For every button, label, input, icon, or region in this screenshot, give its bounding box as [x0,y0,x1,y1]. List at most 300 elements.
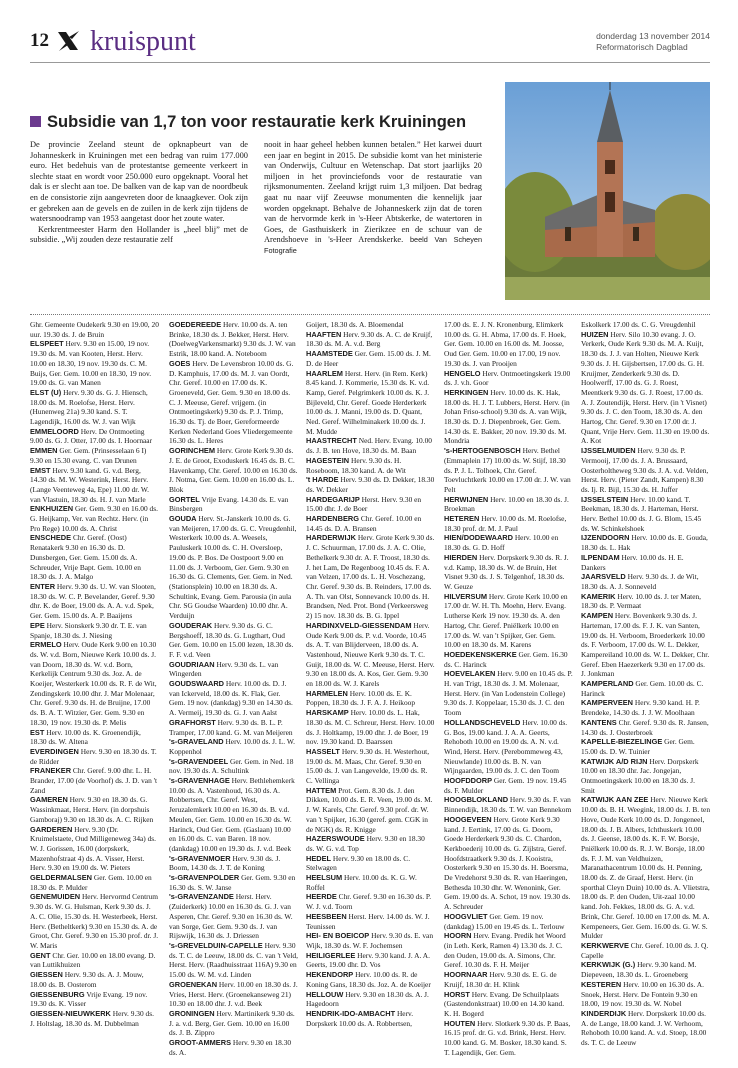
listing-entry [169,776,298,854]
place-name: KERKWERVE [581,941,629,950]
listing-entry [306,892,435,911]
listing-column [444,320,573,1056]
listing-entry [581,572,710,591]
listing-entry [30,582,159,621]
listing-entry [444,912,573,931]
listing-entry [581,795,710,941]
listing-entry [444,776,573,795]
listing-entry [306,621,435,689]
listing-entry [581,718,710,737]
listing-entry [581,446,710,495]
service-details: Herv. Bethel (Emmaplein 17) 10.00 ds. W. Stijf, 18.30 ds. P. J. L. Tolhoek, Chr. Geref. Toevluchtkerk 10.00 en 17.00 dr. J. W. van Pelt [444,446,571,494]
listing-entry [30,990,159,1009]
place-name: EVERDINGEN [30,746,79,756]
listing-entry [444,650,573,669]
place-name: GENEMUIDEN [30,892,81,902]
place-name: HORST [444,989,470,999]
service-details: Herv. Bovenkerk 9.30 ds. J. Harteman, 17.00 ds. F. J. K. van Santen, 19.00 ds. H. Verboom, Broederkerk 10.00 ds. F. Verboom, 17.00 ds. W. L. Dekker, Kampereiland 10.00 ds. W. L. Dekker, Chr. Geref. Eben Haezerkerk 9.30 en 17.00 ds. J. Jonkman [581,611,710,679]
listing-entry [30,728,159,747]
place-name: HAARLEM [306,368,343,378]
service-details: Herv. 9.30 ds. E. G. de Kruijf, 18.30 dr. H. Klink [444,970,557,989]
place-name: GIESSENBURG [30,989,85,999]
listing-entry [444,553,573,592]
service-details: Herv. 10.00 ds. L. Hak, 18.30 ds. M. C. Schreur, Herst. Herv. 10.00 ds. J. Holtkamp, 19.00 dhr. J. de Boer, 19 nov. 19.30 kand. D. Baarssen [306,708,435,747]
service-details: Ger. Gem. 15.00 ds. J. M. D. de Heer [306,349,431,368]
service-details: Herv. Grote Kerk 9.30 ds. J. C. Schuurman, 17.00 ds. J. A. C. Olie, Bethelkerk 9.30 dr. A. F. Troost, 18.30 ds. J. het Lam, De Regenboog 10.45 ds. F. A. van Velzen, 17.00 ds. L. H. Voschezang, Chr. Geref. 9.30 ds. B. Reinders, 17.00 ds. A. Th. van Olst, Sonnevanck 10.00 ds. H. Brandsen, Ned. Prot. Bond (Verkeersweg 2) 15 nov. 18.30 ds. B. G. Ippel [306,533,435,621]
listing-entry [30,427,159,446]
place-name: HOOFDDORP [444,776,493,786]
place-name: HUIZEN [581,329,609,339]
service-details: Herv. 9.30 en 15.00, 19 nov. 19.30 ds. M. van Kooten, Herst. Herv. 10.00 en 18.30, 19 nov. 19.30 ds. C. M. Buijs, Ger. Gem. 10.00 en 18.30, 19 nov. 19.00 ds. G. van Manen [30,339,152,388]
place-name: GROENEKAN [169,979,218,989]
listing-entry [581,611,710,679]
service-details: Herv. 9.00 en 10.45 ds. P. H. van Trigt, 18.30 ds. J. M. Molenaar, Herst. Herv. (in Van Lodenstein College) 9.30 ds. J. Koppelaar, 15.30 ds. J. C. den Toom [444,669,573,718]
place-name: HETEREN [444,514,480,524]
listing-entry [444,446,573,495]
place-name: GRONINGEN [169,1008,215,1018]
listing-entry [30,621,159,640]
listing-entry [169,718,298,737]
listing-entry [444,815,573,912]
place-name: GAMEREN [30,795,68,805]
listing-entry [306,854,435,873]
service-details: Herv. Slotkerk 9.30 ds. P. Baas, 16.15 prof. dr. G. v.d. Brink, Herst. Herv. 10.00 kand. G. M. Bosker, 18.30 kand. S. T. Lagendijk, Ger. Gem. [444,1018,571,1056]
service-details: Ger. Gem. 10.00 en 18.30 ds. P. Mulder [30,873,152,892]
place-name: HAGESTEIN [306,455,350,465]
listing-entry [169,446,298,495]
service-details: Chr. Geref. 10.00 ds. J. Q. Capelle [581,941,709,960]
service-details: Herv. 10.00 en 18.30 ds. J. Vries, Herst. Herv. (Groenekanseweg 21) 10.30 en 18.00 dhr. J. v.d. Beek [169,979,298,1009]
service-details: Herv. Ontmoetingskerk 19.00 ds. J. v.h. Goor [444,368,571,388]
place-name: GOUDSWAARD [169,679,225,689]
service-details: Herv. De Ontmoeting 9.00 ds. G. J. Otter, 17.00 ds. I. Hoornaar [30,426,153,446]
listing-entry [306,747,435,786]
listing-entry [306,369,435,437]
service-details: Herv. 9.30 ds. J. de Wit, 18.30 ds. A. J. Sonneveld [581,572,699,591]
listing-entry [581,960,710,979]
listing-entry [169,1009,298,1038]
service-details: Herv. Martinikerk 9.30 ds. J. a. v.d. Berg, Ger. Gem. 10.00 en 16.00 ds. J. B. Zippro [169,1008,295,1038]
service-details: Herv. 9.30 ds. J. Boom, 14.30 ds. J. T. de Koning [169,853,281,873]
paper-name: Reformatorisch Dagblad [596,42,688,52]
place-name: HOOGBLOKLAND [444,795,509,805]
place-name: HOORN [444,931,472,941]
service-details: Herv. St.-Janskerk 10.00 ds. G. van Meijeren, 17.00 ds. G. C. Vreugdenhil, Westerkerk 10.00 ds. A. Weesels, Pauluskerk 10.00 ds. C. H. Oversloep, 19.00 ds. P. Bos. De Oostpoort 9.00 en 11.00 ds. J. Verboom, Ger. Gem. 9.30 en 16.30 ds. G. Clements, Ger. Gem. in Ned. (Stationsplein) 10.00 en 18.30 ds. A. Schultink, Evang. Gem. Parousia (in aula Chr. SG Goudse Waarden) 10.00 dhr. A. Verduijn [169,514,297,621]
place-name: HAASTRECHT [306,436,357,446]
page-header [30,28,710,60]
headline-text: Subsidie van 1,7 ton voor restauratie kerk Kruiningen [47,113,467,131]
listing-entry [444,795,573,814]
service-details: Herv. 10.00 en 18.30 ds. J. Broekman [444,494,569,514]
service-details: Herv. 10.00 en 16.30 ds. A. Snoek, Herst. Herv. De Fontein 9.30 en 18.00, 19 nov. 19.30 ds. W. Nobel [581,979,704,1009]
listing-entry [581,941,710,960]
place-name: KAMPERLAND [581,679,634,689]
listing-entry [581,553,710,572]
service-details: Herv. 9.30 kand. J. A. A. Geerts, 19.00 dhr. D. Vos [306,950,430,970]
listing-entry [581,698,710,717]
service-details: Herv. Bethlehemkerk 10.00 ds. A. Vastenhoud, 16.30 ds. A. Robbertsen, Chr. Geref. West, Jeruzalemkerk 10.00 en 16.30 ds. B. v.d. Meulen, Ger. Gem. 10.00 en 16.30 ds. W. Harinck, Oud Ger. Gem. (Gaslaan) 10.00 en 16.00 ds. C. van Baren. 18 nov. (dankdag) 10.00 en 19.30 ds. J. v.d. Beek [169,776,295,853]
place-name: GOES [169,358,191,368]
service-details: Herv. Oude Kerk 9.00 en 10.30 ds. W. v.d. Born, Nieuwe Kerk 10.00 ds. J. van Doorn, 18.30 ds. W. v.d. Born, Kerkelijk Centrum 9.30 ds. Joz. A. de Koeijer, Westerkerk 10.00 ds. R. F. de Wit, Zendingskerk 10.00 dhr. J. Mar Molenaar, Chr. Geref. 9.30 ds. H. de Bruijne, 17.00 ds. B. A. T. Witzier, Ger. Gem. 9.30 en 18.30, 19 nov. 19.30 ds. P. Melis [30,640,157,727]
listing-entry [169,737,298,756]
service-details: Herv. 9.30 ds. E. van Wijk, 18.30 ds. W. F. Jochemsen [306,931,434,950]
place-name: ENTER [30,581,56,591]
service-details: Herv. 9.30 ds. H. Westerhout, 19.00 ds. M. Maas, Chr. Geref. 9.30 en 15.00 ds. J. van Langevelde, 19.00 ds. R. C. Vellinga [306,746,430,786]
listing-column [581,320,710,1056]
listing-entry [306,786,435,835]
service-details: Herv. 9.30 kand. M. Diepeveen, 18.30 ds. L. Groeneberg [581,960,697,980]
listing-entry [581,330,710,446]
listing-entry [30,339,159,388]
service-details: Herv. 10.00 ds. K. Hak, 18.00 ds. H. J. T. Lubbers, Herst. Herv. (in Johan Friso-school) 9.30 ds. A. van Wijk, 18.30 ds. D. J. Diepenbroek, Ger. Gem. 14.30 ds. E. Bakker, 20 nov. 19.30 ds. M. Mondria [444,387,570,446]
place-name: HIERDEN [444,552,478,562]
listing-entry [306,931,435,950]
listing-entry [444,669,573,718]
place-name: KATWIJK AAN ZEE [581,795,649,805]
place-name: KINDERDIJK [581,1008,627,1018]
listing-entry [169,873,298,892]
listing-entry [306,951,435,970]
listing-entry [306,1009,435,1028]
listing-entry [169,854,298,873]
service-details: Herv. Evang. Predik het Woord (in Leth. Kerk, Ramen 4) 13.30 ds. J. C. den Ouden, 19.00 ds. A. Simons, Chr. Geref. 10.30 ds. F. H. Meijer [444,931,566,970]
listing-entry [169,941,298,980]
kruispunt-logo-icon [56,29,82,53]
service-details: Herv. 10.00 ds. K. G. W. Roffel [306,873,417,892]
listing-entry [444,970,573,989]
listing-entry [444,514,573,533]
listing-entry [169,679,298,718]
service-details: Ger. Gem. 19 nov. 19.45 ds. F. Mulder [444,776,567,795]
service-details: Ger. Gem. 9.30 en 16.00 ds. G. Heijkamp, Ver. van Rechtz. Herv. (in Pro Rege) 10.00 ds. A. Christ [30,504,158,533]
place-name: ILPENDAM [581,552,620,562]
article-column-2 [264,140,482,257]
service-details: Ger. Gem. 9.30 en 16.30 ds. S. W. Janse [169,873,296,892]
service-details: Herv. 9.30 ds. P. Vermooij, 17.00 ds. J. A. Brussaard, Oosterholtheweg 9.30 ds. J. A. v.d. Velden, Herst. Herv. (Pieter Zandt, Kampen) 8.30 ds. Ij. R. Bijl, 15.30 ds. H. Juffer [581,446,709,494]
place-name: FRANEKER [30,766,72,776]
listing-entry [30,320,159,339]
place-name: HAAFTEN [306,329,342,339]
listing-entry [444,718,573,776]
listing-entry [444,990,573,1019]
place-name: GIESSEN [30,970,63,980]
place-name: GOUDRIAAN [169,659,215,669]
service-details: Herv. 9.30 ds. T. C. de Leeuw, 18.00 ds. C. van 't Veld, Herst. Herv. (Raadhuisstraat 116A) 9.30 en 15.00 ds. W. M. v.d. Linden [169,941,298,980]
listing-entry [30,970,159,989]
listing-entry [169,359,298,446]
place-name: ENKHUIZEN [30,504,74,514]
place-name: GARDEREN [30,824,73,834]
listing-entry [306,475,435,494]
listing-entry [581,533,710,552]
service-details: Herv. 9.30 ds. L. van Wingerden [169,659,279,679]
service-details: Ghr. Gemeente Oudekerk 9.30 en 19.00, 20 uur. 19.30 ds. J. de Bruin [30,320,159,339]
headline-marker-icon [30,116,41,127]
place-name: IJZENDOORN [581,533,630,543]
place-name: HOUTEN [444,1018,476,1028]
service-details: Ger. Gem. 10.00 ds. C. Harinck [581,679,704,698]
place-name: HEILIGERLEE [306,950,356,960]
service-details: Herv. 10.00 kand. T. Beekman, 18.30 ds. J. Harteman, Herst. Herv. Bethel 10.00 ds. J. G. Blom, 15.45 ds. W. Schinkelshoek [581,494,702,533]
service-details: Herv. 9.30 ds. A. J. Mouw, 18.00 ds. B. Oosterom [30,970,144,989]
service-details: Herv. Sionskerk 9.30 dr. T. E. van Spanje, 18.30 ds. J. Niesing [30,620,147,640]
listing-entry [306,330,435,349]
listing-entry [444,533,573,552]
place-name: GORTEL [169,494,200,504]
place-name: HARDINXVELD-GIESSENDAM [306,620,412,630]
service-details: Herv. 9.30 ds. G. C. Bergshoeff, 18.30 ds. G. Lugthart, Oud Ger. Gem. 10.00 en 15.00 lezen, 18.30 ds. F. F. v.d. Veen [169,620,294,659]
church-photo [505,82,710,300]
article-paragraph: Kerkrentmeester Harm den Hollander is „heel blij” met de subsidie. „Wij zouden deze restauratie zelf [30,224,248,245]
listing-entry [169,320,298,359]
place-name: HIEN/DODEWAARD [444,533,513,543]
service-details: Herv. Hervormd Centrum 9.30 ds. W. G. Hulsman, Kerk 9.30 ds. J. A. C. Olie, 15.30 ds. H. Westerbeek, Herst. Herv. (Betheltkerk) 9.30 en 15.30 ds. A. de Groot, Chr. Geref. 9.30 en 15.30 prof. dr. J. W. Maris [30,892,159,950]
service-details: Herv. Dorpskerk 10.00 en 18.30 dhr. Jac. Jongejan, Ontmoetingskerk 10.00 en 18.30 ds. J. Smit [581,756,699,795]
place-name: ERMELO [30,640,62,650]
place-name: HAZERSWOUDE [306,834,365,844]
service-details: Herv. 9.30 ds. H. Roseboom, 18.30 kand. A. de Wit [306,455,406,475]
place-name: HERWIJNEN [444,494,489,504]
listing-entry [30,747,159,766]
place-name: EMST [30,465,51,475]
service-details: Herv. 9.30 en 18.00 ds. C. Stelwagen [306,853,411,873]
place-name: GOUDERAK [169,620,213,630]
service-details: Herv. Grote Kerk 10.00 en 17.00 dr. W. H. Th. Moehn, Herv. Evang. Lutherse Kerk 19 nov. 19.30 ds. A. den Hartog, Chr. Geref. Pniëlkerk 10.00 en 17.00 ds. W. van 't Spijker, Ger. Gem. 10.00 en 18.30 ds. M. Karens [444,591,568,650]
place-name: KATWIJK A/D RIJN [581,756,648,766]
place-name: HARDERWIJK [306,533,356,543]
place-name: HENGELO [444,368,481,378]
service-details: Chr. Geref. (Oost) Renatakerk 9.30 en 16.30 ds. D. Dunsbergen, Ger. Gem. 15.00 ds. A. Schreuder, Vrije Bapt. Gem. 10.00 en 18.30 ds. J. A. Malgo [30,533,141,582]
place-name: KERKWIJK (G.) [581,960,636,970]
service-details: Herv. 9.30 kand. G. v.d. Berg, 14.30 ds. M. W. Westerink, Herst. Herv. (Lange Veenteweg 4a, Epe) 11.00 dr. W. van Vlastuin, 18.30 ds. H. J. van Marle [30,465,150,504]
place-name: ELSPEET [30,339,64,349]
service-details: Herv. 9.30 en 18.30 ds. T. de Ridder [30,746,157,766]
place-name: HAAMSTEDE [306,349,353,359]
service-details: Herv. Grote Kerk 9.30 kand. J. Eertink, 17.00 ds. G. Doorn, Goede Herderkerk 9.30 ds. C. Chardon, Kerkboederij 10.00 ds. G. Zijlstra, Geref. Hoofdstraatkerk 9.30 ds. J. Kooistra, Oosterkerk 9.30 en 15.30 ds. H. Boersma, De Vredehorst 9.30 ds. R. van Haeringen, Bethesda 10.30 dhr. W. Wenonink, Ger. Gem. 19.00 ds. A. Schot, 19 nov. 19.30 ds. A. Schreuder [444,814,571,912]
service-details: Herv. 10.00 ds. H. E. Dankers [581,552,684,572]
place-name: 's-GRAVENHAGE [169,776,230,786]
listing-entry [444,495,573,514]
listing-entry [169,892,298,941]
section-title: kruispunt [90,26,196,57]
place-name: HOOGEVEEN [444,814,492,824]
service-details: Ger. Gem. 19 nov. (dankdag) 15.00 en 19.45 ds. L. Terlouw [444,911,565,931]
place-name: HENDRIK-IDO-AMBACHT [306,1008,396,1018]
service-details: Chr. Geref. 9.00 dhr. L. H. Brander, 17.00 (de Voorhof) ds. J. D. van 't Zand [30,766,157,795]
listing-entry [306,514,435,533]
service-details: Herv. 10.00 ds. G. Bos, 19.00 kand. J. A. A. Geerts, Rehoboth 10.00 en 19.00 ds. A. N. v.d. Wind, Herst. Herv. (Perebommeweg 43, Nieuwlande) 10.00 ds. B. N. van Wijngaarden, 19.00 ds. J. C. den Toom [444,717,568,776]
place-name: KAPELLE-BIEZELINGE [581,737,663,747]
service-details: Herv. 9.30 ds. G. J. Hiensch, 18.00 ds. M. Roelofse, Herst. Herv. (Hunenweg 21a) 9.30 kand. S. T. Lagendijk, 16.00 ds. W. J. van Wijk [30,387,148,427]
service-details: Herst. Herv. (Zuiderkerk) 10.00 en 16.30 ds. G. J. van Asperen, Chr. Geref. 9.30 en 16.30 ds. W. van Sorge, Ger. Gem. 9.30 ds. J. van Rijswijk, 16.30 ds. J. Driessen [169,892,293,941]
listing-entry [444,931,573,970]
service-details: Herv. Dorpskerk 10.00 ds. A. Robbertsen, [306,1008,414,1028]
header-meta [596,31,710,53]
service-details: Herv. 9.30 en 18.30 ds. A. [169,1038,292,1056]
service-details: Herv. 9.30 kand. H. P. Brendeke, 14.30 ds. J. J. W. Moolhaan [581,698,700,718]
place-name: HARDENBERG [306,514,359,524]
listing-entry [306,990,435,1009]
place-name: HEERDE [306,892,337,902]
service-details: Prot. Gem. 8.30 ds. J. den Dikken, 10.00 ds. E. R. Veen, 19.00 ds. M. J. W. Karels, Chr. Geref. 9.30 prof. dr. W. van 't Spijker, 16.30 (geref. gem. CGK in de NGK) ds. R. Knigge [306,785,433,834]
place-name: KANTENS [581,717,617,727]
service-details: Chr. Ger. 10.00 en 18.00 evang. D. van Luttikhuizen [30,950,156,970]
listing-entry [306,349,435,368]
service-details: Herv. 9.30 en 18.30 ds. W. G. v.d. Top [306,834,425,853]
place-name: JAARSVELD [581,572,626,582]
listing-entry [444,1019,573,1056]
place-name: GOUDA [169,514,197,524]
place-name: EMMELOORD [30,426,79,436]
listing-entry [581,320,710,330]
service-details: Goijert, 18.30 ds. A. Bloemendal [306,320,404,329]
service-details: Herv. 9.30 ds. B. L. P. Tramper, 17.00 kand. G. M. van Meijeren [169,717,293,737]
place-name: 's-HERTOGENBOSCH [444,446,521,456]
place-name: 's-GRAVENDEEL [169,756,229,766]
place-name: GIESSEN-NIEUWKERK [30,1008,111,1018]
listing-entry [30,766,159,795]
listing-entry [169,1038,298,1056]
place-name: 's-GRAVENZANDE [169,892,234,902]
place-name: GRAFHORST [169,717,216,727]
place-name: HASSELT [306,746,340,756]
place-name: 't HARDE [306,475,339,485]
place-name: GOEDEREEDE [169,320,222,329]
service-details: Herv. 10.00 ds. D. J. van Ickerveld, 18.00 ds. K. Flak, Ger. Gem. 19 nov. (dankdag) 9.30 en 14.30 ds. A. Vermeij, 19.30 ds. G. J. van Aalst [169,679,293,718]
listing-entry [581,737,710,756]
place-name: 's-GRAVENMOER [169,853,231,863]
listing-entry [306,873,435,892]
listing-entry [169,757,298,776]
listing-entry [306,834,435,853]
listing-entry [30,795,159,824]
service-details: Ned. Herv. Evang. 10.00 ds. J. B. ten Hove, 18.30 ds. M. Baan [306,436,432,456]
place-name: HARSKAMP [306,708,349,718]
service-details: Chr. Geref. 9.30 en 16.30 ds. P. W. J. v.d. Toorn [306,892,432,912]
listing-entry [444,369,573,388]
service-details: Vrije Evang. 19 nov. 19.30 ds. K. Visser [30,989,148,1009]
listing-entry [581,592,710,611]
place-name: IJSSELSTEIN [581,494,629,504]
listing-entry [169,514,298,621]
service-details: Herv. 10.00 ds. K. Groenendijk, 18.30 ds. W. Altena [30,727,141,747]
listing-entry [306,689,435,708]
service-details: Ger. Gem. 16.30 ds. C. Harinck [444,649,568,669]
listing-entry [30,388,159,427]
service-details: Ger. Gem. (Prinsesselaan 6 I) 9.30 en 15.30 evang. C. van Drunen [30,446,147,465]
article-column-1 [30,140,248,246]
listing-entry [30,873,159,892]
listing-entry [306,970,435,989]
service-details: Eskolkerk 17.00 ds. C. G. Vreugdenhil [581,320,696,329]
service-details: Herv. 9.30 ds. J. Holtslag, 18.30 ds. M. Dubbelman [30,1008,154,1028]
issue-date: donderdag 13 november 2014 [596,31,710,41]
place-name: 's-GRAVELAND [169,737,224,747]
place-name: KESTEREN [581,979,622,989]
service-details: Chr. Geref. 9.30 ds. R. Jansen, 14.30 ds. J. Oosterbroek [581,717,709,737]
place-name: 's-GRAVENPOLDER [169,873,240,883]
place-name: HEELSUM [306,873,343,883]
service-details: Ger. Gem. 15.00 ds. D. W. Tuinier [581,737,695,756]
service-details: Vrije Evang. 14.30 ds. E. van Binsbergen [169,494,289,514]
place-name: ELST (U) [30,387,62,397]
place-name: GROOT-AMMERS [169,1038,231,1048]
service-details: Herv. Oude Kerk 9.00 ds. P. v.d. Voorde, 10.45 ds. A. T. van Blijderveen, 18.00 ds. A. Vastenhoud, Nieuwe Kerk 9.30 ds. T. C. Guijt, 18.00 ds. W. C. Meeuse, Herst. Herv. 9.30 en 18.00 ds. A. Kos, Ger. Gem. 9.30 en 18.00 ds. W. J. Karels [306,620,435,689]
service-details: Herv. De Levensbron 10.00 ds. G. D. Kamphuis, 17.00 ds. M. J. van Oordt, Chr. Geref. 10.00 en 17.00 ds. K. Groeneveld, Ger. Gem. 9.30 en 18.00 ds. C. J. Meeuse, Geref. vrijgem. (in Ontmoetingskerk) 9.30 ds. P. J. Trimp, 16.30 ds. Tj. de Boer, Gereformeerde Kerken Nederland Goes Vliedergemeente 16.30 ds. L. Heres [169,358,294,446]
place-name: GENT [30,950,51,960]
place-name: ENSCHEDE [30,533,72,543]
listing-entry [306,456,435,475]
header-divider [30,62,710,63]
listing-entry [581,757,710,796]
listing-entry [169,660,298,679]
service-details: Chr. Geref. 10.00 en 14.45 ds. D. A. Bransen [306,514,422,533]
place-name: HEI- EN BOEICOP [306,931,370,941]
listing-entry [30,446,159,465]
service-details: Herv. 10.00 ds. J. L. W. Koppenhol [169,737,295,756]
article-paragraph: De provincie Zeeland steunt de opknapbeurt van de Johanneskerk in Kruiningen met een bedrag van ruim 177.000 euro. Het bedehuis van de protestantse gemeente verkeert in slechte staat en wordt voor 250.000 euro opgeknapt. Vooral het dak is er slecht aan toe. De balken van de kap van de noordbeuk en de consistorie zijn aangevreten door de knaagkever. Ook zijn er gebreken aan de gevels en de zuilen in de kerk zijn tijdens de watersnoodramp van 1953 aangetast door het zoute water. [30,140,248,224]
place-name: KAMPERVEEN [581,698,634,708]
place-name: HEESBEEN [306,911,347,921]
service-details: Herv. 9.30 ds. D. Dekker, 18.30 ds. W. Dekker [306,475,435,494]
service-details: Herv. 10.00 ds. A. ten Brinke, 18.30 ds. J. Bekker, Herst. Herv. (DoelwegVarkensmarkt) 9.30 ds. J. W. van Estrik, 18.00 kand. A. Noteboom [169,320,296,359]
listing-entry [306,495,435,514]
place-name: KAMERIK [581,591,616,601]
listing-entry [306,436,435,455]
place-name: HOEVELAKEN [444,669,496,679]
listing-entry [581,1009,710,1048]
listing-entry [30,825,159,874]
place-name: HOORNAAR [444,970,488,980]
service-details: Herst. Herv. (in Rem. Kerk) 8.45 kand. J. Kommerie, 15.30 ds. K. v.d. Kamp, Geref. Pelgrimkerk 10.00 ds. K. J. Bijleveld, Chr. Geref. Goede Herderkerk 10.00 ds. J. Manni, 19.00 ds. D. Quant, Ned. Geref. Wilhelminakerk 10.00 ds. J. M. Mudde [306,368,430,436]
service-details: 17.00 ds. E. J. N. Kronenburg, Elimkerk 10.00 ds. G. H. Abma, 17.00 ds. F. Hoek, Ger. Gem. 10.00 en 16.00 ds. M. Joosse, Oud Ger. Gem. 10.00 en 17.00, 19 nov. 19.30 ds. J. van Prooijen [444,320,566,368]
place-name: 's-GREVELDUIN-CAPELLE [169,941,263,950]
place-name: HEKENDORP [306,970,354,980]
place-name: KAMPEN [581,611,614,621]
article-paragraph: nooit in haar geheel hebben kunnen betalen.” Het karwei duurt een jaar en begint in 2015. De subsidie komt van het ministerie van Onderwijs, Cultuur en Wetenschap. Dat stort jaarlijks 20 miljoen in het provinciefonds voor de restauratie van rijksmonumenten. Zeeland krijgt ruim 1,3 miljoen. Dat bedrag gaat nu naar vijf Zeeuwse monumenten die kennelijk jaar worden opgeknapt. Behalve de Johanneskerk zijn dat de toren van de hervormde kerk in 's-Heer Abtskerke, de watertoren in Goes, de Gasthuiskerk in Zierikzee en de schuur van de Arendshoeve in 's-Heer Arendskerke. beeld Van Scheyen Fotografie [264,140,483,255]
listing-entry [169,621,298,660]
listing-entry [169,495,298,514]
place-name: HILVERSUM [444,591,487,601]
listing-entry [30,1009,159,1028]
service-details: Herv. 9.30 ds. A. C. de Kruijf, 18.30 ds. M. A. v.d. Berg [306,329,433,349]
place-name: HARDEGARIJP [306,494,360,504]
service-details: Ger. Gem. in Ned. 18 nov. 19.30 ds. A. Schultink [169,756,294,776]
listing-entry [306,912,435,931]
service-details: Herv. Silo 10.30 evang. J. O. Verkerk, Oude Kerk 9.30 ds. M. A. Kuijt, 18.30 ds. J. J. van Holten, Nieuwe Kerk 9.30 ds. J. H. Gijsbertsen, 17.00 ds. G. H. Kruijmer, Zenderkerk 9.30 ds. D. Hoolwerff, 17.00 ds. G. J. Roest, Meentkerk 9.30 ds. G. J. Roest, 17.00 ds. A. J. Zoutendijk, Herst. Herv. (in 't Visnet) 9.30 ds. J. C. den Toom, 18.30 ds. A. den Hartog, Chr. Geref. 9.30 en 17.00 dr. J. Quant, Vrije Herv. Gem. 11.30 en 19.00 ds. A. Kot [581,329,710,446]
listing-entry [30,892,159,950]
service-details: Herv. 10.00 ds. J. ter Maten, 18.30 ds. P. Vermaat [581,591,702,611]
place-name: EMMEN [30,446,58,456]
listing-entry [30,951,159,970]
service-details: Herv. 10.00 ds. E. Gouda, 18.30 ds. L. Hak [581,533,708,553]
page-number: 12 [30,30,49,51]
service-details: Herv. 10.00 ds. M. Roelofse, 18.30 prof. dr. M. J. Paul [444,514,567,533]
service-details: Herv. 10.00 ds. R. de Koning Gans, 18.30 ds. Joz. A. de Koeijer [306,970,431,989]
listing-entry [30,504,159,533]
listing-entry [444,388,573,446]
place-name: HARMELEN [306,688,348,698]
service-details: Herv. Dorpskerk 10.00 ds. A. de Lange, 18.00 kand. J. W. Verhoom, Rehoboth 10.00 kand. A. v.d. Stoep, 18.00 ds. T. C. de Leeuw [581,1008,707,1048]
listing-column [306,320,435,1056]
listing-entry [444,320,573,369]
listing-entry [444,592,573,650]
place-name: HATTEM [306,785,337,795]
listing-entry [581,679,710,698]
place-name: HOEDEKENSKERKE [444,649,517,659]
listing-entry [30,640,159,727]
service-details: Herst. Herv. 14.00 ds. W. J. Teunissen [306,911,430,931]
